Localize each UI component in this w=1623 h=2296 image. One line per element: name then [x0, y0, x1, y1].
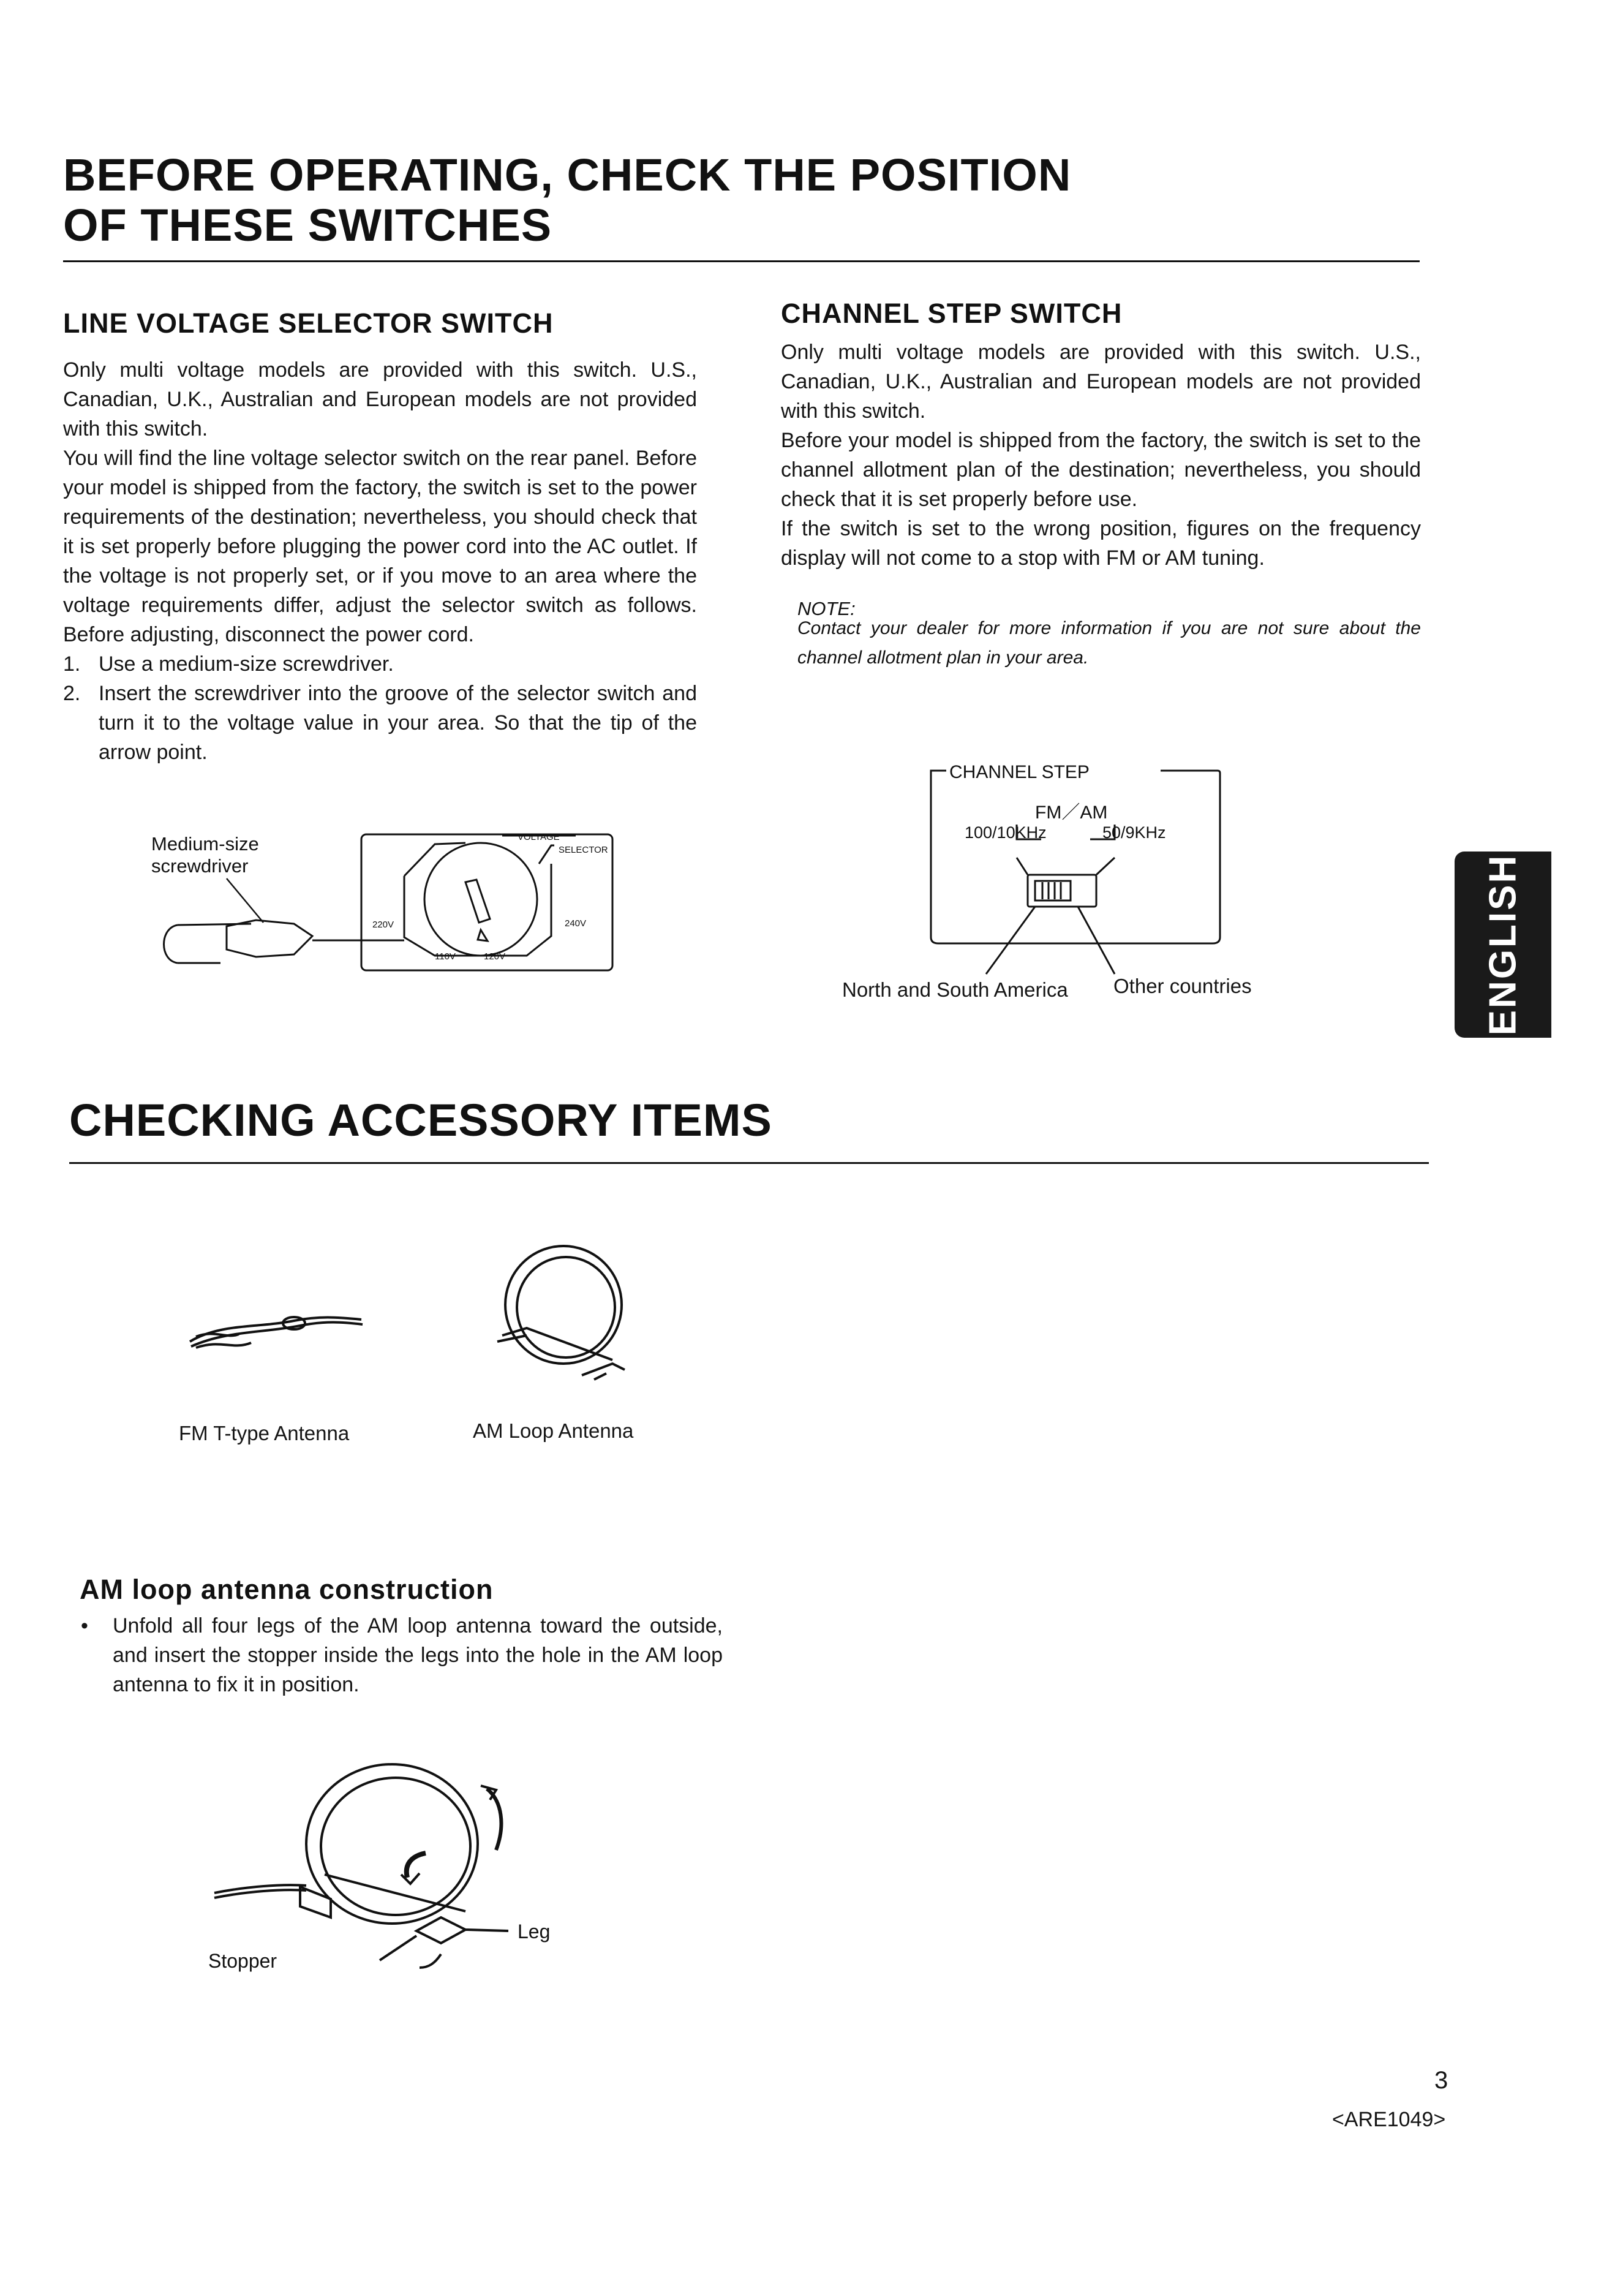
- language-tab: [1455, 852, 1551, 1038]
- am-loop-assembly-icon: [214, 1764, 508, 1968]
- doc-code: <ARE1049>: [1332, 2108, 1446, 2131]
- channel-step-para-2: Before your model is shipped from the factory, the switch is set to the channel allotment plan of the destination; nevertheless, you should check that it is set properly before use.: [781, 429, 1421, 511]
- page-title-line-2: OF THESE SWITCHES: [63, 200, 552, 251]
- fm-antenna-label: FM T-type Antenna: [179, 1422, 350, 1444]
- leg-label: Leg: [518, 1920, 551, 1943]
- am-construction-figure: [208, 1752, 576, 1985]
- channel-step-para-1: Only multi voltage models are provided with this switch. U.S., Canadian, U.K., Australian and European models are not provided with this switch.: [781, 341, 1421, 423]
- voltage-selector-figure: [147, 821, 625, 980]
- channel-caption-right: Other countries: [1113, 975, 1252, 997]
- step-text: Insert the screwdriver into the groove of the selector switch and turn it to the voltage value in your area. So that the tip of the arrow point.: [99, 682, 697, 764]
- channel-step-body: [781, 338, 1421, 573]
- accessories-heading: CHECKING ACCESSORY ITEMS: [69, 1095, 772, 1146]
- bullet-marker: •: [81, 1614, 88, 1637]
- fm-antenna-icon: [184, 1299, 367, 1354]
- language-tab-label: ENGLISH: [1482, 853, 1524, 1036]
- voltage-110-label: 110V: [435, 951, 456, 962]
- screwdriver-label-line-1: Medium-size: [151, 833, 259, 855]
- line-voltage-para-1: Only multi voltage models are provided with this switch. U.S., Canadian, U.K., Australian and European models are not provided with this switch.: [63, 358, 697, 440]
- page-title: [63, 150, 1071, 251]
- channel-step-para-3: If the switch is set to the wrong position, figures on the frequency display will not come to a stop with FM or AM tuning.: [781, 517, 1421, 570]
- step-left-value: 100/10KHz: [965, 823, 1047, 842]
- accessories-rule: [69, 1162, 1429, 1164]
- am-construction-text: Unfold all four legs of the AM loop antenna toward the outside, and insert the stopper inside the legs into the hole in the AM loop antenna to fix it in position.: [113, 1614, 723, 1696]
- am-construction-heading: AM loop antenna construction: [80, 1574, 494, 1605]
- step-right-value: 50/9KHz: [1102, 823, 1166, 842]
- voltage-panel-label-1: VOLTAGE: [518, 832, 560, 842]
- voltage-panel-label-2: SELECTOR: [559, 845, 608, 855]
- title-rule: [63, 260, 1420, 262]
- channel-step-box-title: CHANNEL STEP: [949, 762, 1090, 782]
- voltage-220-label: 220V: [372, 920, 394, 930]
- note-text: Contact your dealer for more information if you are not sure about the channel allotment plan in your area.: [797, 618, 1421, 668]
- am-antenna-label: AM Loop Antenna: [473, 1419, 634, 1442]
- step-item: [63, 649, 697, 679]
- step-number: 1.: [63, 652, 81, 676]
- channel-step-figure: [833, 760, 1298, 1005]
- step-number: 2.: [63, 682, 81, 705]
- line-voltage-heading: LINE VOLTAGE SELECTOR SWITCH: [63, 308, 554, 339]
- note-heading: NOTE:: [797, 598, 856, 619]
- stopper-label: Stopper: [208, 1950, 277, 1972]
- voltage-120-label: 120V: [484, 951, 506, 962]
- channel-step-heading: CHANNEL STEP SWITCH: [781, 298, 1123, 329]
- line-voltage-body: [63, 355, 697, 767]
- am-loop-antenna-icon: [490, 1244, 637, 1391]
- channel-step-box: [931, 769, 1220, 974]
- voltage-240-label: 240V: [565, 918, 587, 929]
- screwdriver-label-line-2: screwdriver: [151, 855, 249, 877]
- step-text: Use a medium-size screwdriver.: [99, 652, 394, 676]
- line-voltage-steps: [63, 649, 697, 767]
- line-voltage-para-2: You will find the line voltage selector switch on the rear panel. Before your model is shipped from the factory, the switch is set to the power requirements of the destination; nevertheless, you should check that it is set properly before plugging the power cord into the AC outlet. If the voltage is not properly set, or if you move to an area where the voltage requirements differ, adjust the selector switch as follows. Before adjusting, disconnect the power cord.: [63, 447, 697, 646]
- screwdriver-icon: [164, 920, 405, 963]
- page-number: 3: [1434, 2067, 1448, 2094]
- am-construction-bullet-item: [73, 1611, 723, 1699]
- band-label: FM／AM: [1035, 802, 1108, 823]
- step-item: [63, 679, 697, 767]
- page-title-line-1: BEFORE OPERATING, CHECK THE POSITION: [63, 149, 1072, 200]
- channel-caption-left: North and South America: [842, 978, 1068, 1001]
- am-construction-body: [73, 1611, 723, 1699]
